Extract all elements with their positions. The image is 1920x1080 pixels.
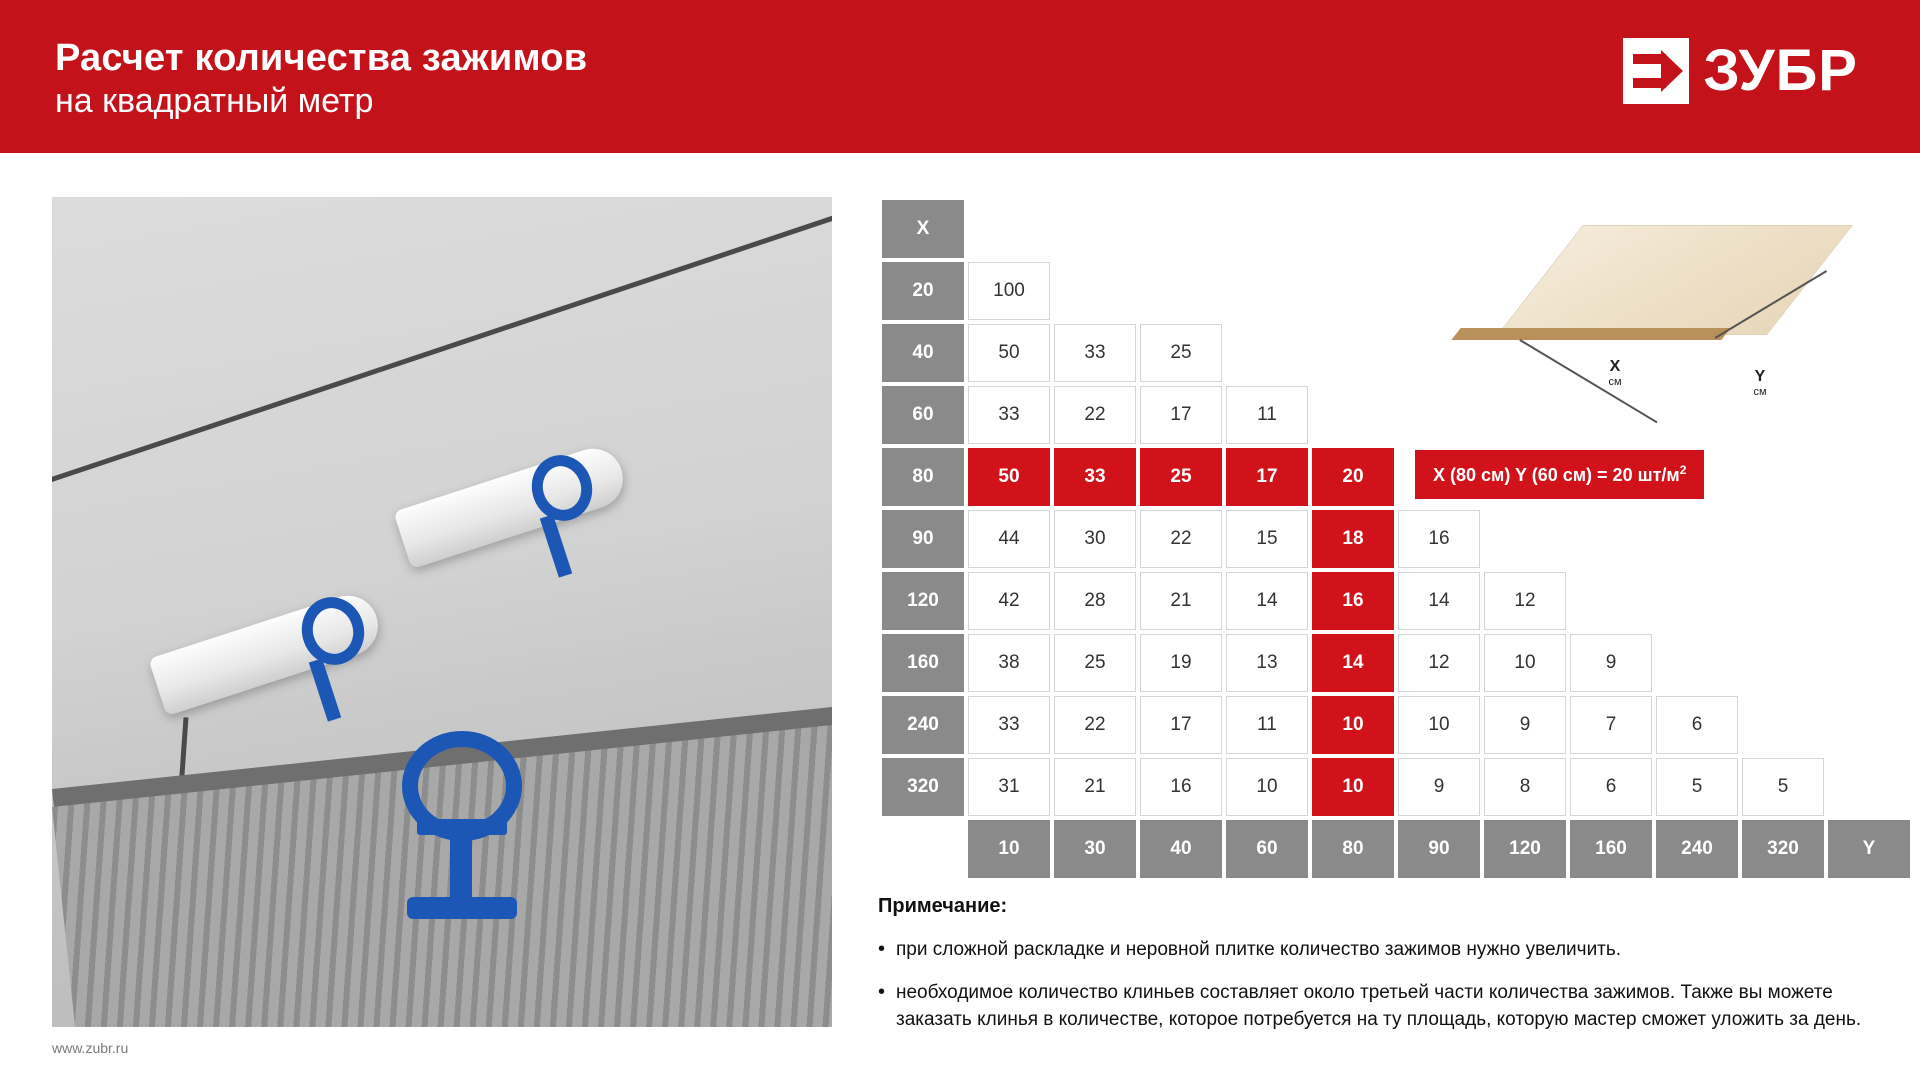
spacer-cell (1140, 200, 1222, 258)
spacer-cell (1484, 262, 1566, 320)
spacer-cell (1742, 696, 1824, 754)
spacer-cell (1398, 386, 1480, 444)
table-cell: 10 (1312, 696, 1394, 754)
row-header-cell: 40 (882, 324, 964, 382)
leveling-clip-stem (309, 658, 341, 721)
table-row (882, 448, 1910, 506)
table-cell: 50 (968, 448, 1050, 506)
brand-name: ЗУБР (1703, 38, 1858, 103)
table-cell: 33 (968, 696, 1050, 754)
product-photo (52, 197, 832, 1027)
table-grid (878, 196, 1914, 882)
logo-arrow-icon (1661, 50, 1683, 92)
spacer-cell (1570, 324, 1652, 382)
spacer-cell (1140, 262, 1222, 320)
table-cell: 10 (1226, 758, 1308, 816)
table-cell: 44 (968, 510, 1050, 568)
row-header-cell: 320 (882, 758, 964, 816)
table-cell: 12 (1398, 634, 1480, 692)
spacer-cell (1312, 324, 1394, 382)
table-cell: 11 (1226, 696, 1308, 754)
row-header-cell: 60 (882, 386, 964, 444)
table-cell: 33 (968, 386, 1050, 444)
table-row (882, 820, 1910, 878)
brand-logo (1623, 38, 1858, 104)
table-cell: 7 (1570, 696, 1652, 754)
table-cell: 8 (1484, 758, 1566, 816)
column-header-cell: 60 (1226, 820, 1308, 878)
spacer-cell (1484, 386, 1566, 444)
spacer-cell (1226, 200, 1308, 258)
table-cell: 6 (1656, 696, 1738, 754)
table-row (882, 696, 1910, 754)
table-cell: 30 (1054, 510, 1136, 568)
page-subtitle: на квадратный метр (55, 82, 374, 120)
spacer-cell (1570, 510, 1652, 568)
leveling-clip-stem (540, 514, 572, 577)
spacer-cell (1656, 324, 1738, 382)
spacer-cell (1398, 200, 1480, 258)
table-cell: 21 (1054, 758, 1136, 816)
table-cell: 17 (1226, 448, 1308, 506)
logo-mark-icon (1623, 38, 1689, 104)
table-cell: 28 (1054, 572, 1136, 630)
clips-per-square-meter-table (878, 196, 1914, 882)
spacer-cell (1742, 262, 1824, 320)
spacer-cell (882, 820, 964, 878)
site-url: www.zubr.ru (52, 1040, 129, 1056)
spacer-cell (1742, 510, 1824, 568)
spacer-cell (1484, 200, 1566, 258)
table-row (882, 324, 1910, 382)
row-header-cell: 160 (882, 634, 964, 692)
spacer-cell (1742, 448, 1824, 506)
table-cell: 9 (1484, 696, 1566, 754)
row-header-cell: 120 (882, 572, 964, 630)
table-row (882, 200, 1910, 258)
table-cell: 18 (1312, 510, 1394, 568)
spacer-cell (1742, 386, 1824, 444)
table-cell: 11 (1226, 386, 1308, 444)
leveling-clip-foot (407, 897, 517, 919)
spacer-cell (1226, 262, 1308, 320)
row-header-cell: 90 (882, 510, 964, 568)
table-cell: 10 (1312, 758, 1394, 816)
spacer-cell (1656, 200, 1738, 258)
spacer-cell (1312, 200, 1394, 258)
column-header-cell: 120 (1484, 820, 1566, 878)
column-header-cell: 10 (968, 820, 1050, 878)
table-cell: 12 (1484, 572, 1566, 630)
label-y: Y см (1753, 368, 1767, 398)
table-cell: 14 (1226, 572, 1308, 630)
spacer-cell (1398, 262, 1480, 320)
leveling-clip-base (393, 441, 630, 569)
table-cell: 15 (1226, 510, 1308, 568)
spacer-cell (1742, 324, 1824, 382)
column-header-cell: 80 (1312, 820, 1394, 878)
table-row (882, 262, 1910, 320)
table-cell: 9 (1570, 634, 1652, 692)
spacer-cell (1570, 200, 1652, 258)
bullet-icon: • (878, 938, 886, 960)
note-item (878, 936, 1878, 963)
header-cell-y: Y (1828, 820, 1910, 878)
table-cell: 50 (968, 324, 1050, 382)
table-cell: 22 (1054, 386, 1136, 444)
notes-title: Примечание: (878, 895, 1008, 917)
spacer-cell (1570, 572, 1652, 630)
table-cell: 22 (1140, 510, 1222, 568)
table-cell: 6 (1570, 758, 1652, 816)
column-header-cell: 320 (1742, 820, 1824, 878)
table-cell: 5 (1742, 758, 1824, 816)
table-cell: 25 (1140, 448, 1222, 506)
row-header-cell: 80 (882, 448, 964, 506)
spacer-cell (1054, 200, 1136, 258)
table-cell: 25 (1140, 324, 1222, 382)
table-row (882, 572, 1910, 630)
header-cell-x: X (882, 200, 964, 258)
callout-superscript: 2 (1679, 463, 1687, 477)
table-cell: 31 (968, 758, 1050, 816)
column-header-cell: 240 (1656, 820, 1738, 878)
table-cell: 21 (1140, 572, 1222, 630)
table-cell: 33 (1054, 324, 1136, 382)
bullet-icon: • (878, 981, 886, 1003)
column-header-cell: 160 (1570, 820, 1652, 878)
column-header-cell: 40 (1140, 820, 1222, 878)
table-row (882, 386, 1910, 444)
table-cell: 17 (1140, 696, 1222, 754)
table-cell: 42 (968, 572, 1050, 630)
page-title: Расчет количества зажимов (55, 37, 588, 79)
spacer-cell (1742, 634, 1824, 692)
spacer-cell (1656, 572, 1738, 630)
callout-text: X (80 см) Y (60 см) = 20 шт/м (1433, 465, 1680, 485)
spacer-cell (1742, 572, 1824, 630)
table-cell: 14 (1398, 572, 1480, 630)
spacer-cell (1398, 324, 1480, 382)
table-cell: 38 (968, 634, 1050, 692)
spacer-cell (1656, 262, 1738, 320)
table-cell: 25 (1054, 634, 1136, 692)
table-row (882, 758, 1910, 816)
table-cell: 20 (1312, 448, 1394, 506)
table-cell: 16 (1312, 572, 1394, 630)
table-row (882, 634, 1910, 692)
column-header-cell: 30 (1054, 820, 1136, 878)
spacer-cell (968, 200, 1050, 258)
spacer-cell (1742, 200, 1824, 258)
table-cell: 22 (1054, 696, 1136, 754)
table-cell: 33 (1054, 448, 1136, 506)
spacer-cell (1312, 262, 1394, 320)
table-cell: 19 (1140, 634, 1222, 692)
spacer-cell (1054, 262, 1136, 320)
spacer-cell (1312, 386, 1394, 444)
row-header-cell: 20 (882, 262, 964, 320)
note-text: необходимое количество клиньев составляет около третьей части количества зажимов. Также вы можете заказать клинья в количестве, которое потребуется на ту площадь, которую мастер сможет уложить за день. (896, 982, 1862, 1030)
table-cell: 10 (1398, 696, 1480, 754)
note-text: при сложной раскладке и неровной плитке количество зажимов нужно увеличить. (896, 939, 1622, 960)
table-row (882, 510, 1910, 568)
table-cell: 16 (1398, 510, 1480, 568)
table-cell: 9 (1398, 758, 1480, 816)
table-cell: 14 (1312, 634, 1394, 692)
spacer-cell (1656, 510, 1738, 568)
spacer-cell (1484, 510, 1566, 568)
spacer-cell (1570, 262, 1652, 320)
row-header-cell: 240 (882, 696, 964, 754)
tile-seam-line (52, 197, 832, 502)
table-cell: 13 (1226, 634, 1308, 692)
table-cell: 17 (1140, 386, 1222, 444)
table-cell: 16 (1140, 758, 1222, 816)
spacer-cell (1226, 324, 1308, 382)
note-item (878, 979, 1878, 1033)
table-cell: 5 (1656, 758, 1738, 816)
spacer-cell (1656, 634, 1738, 692)
notes-section (878, 895, 1878, 1049)
example-callout (1415, 450, 1704, 499)
column-header-cell: 90 (1398, 820, 1480, 878)
header-title-group (55, 36, 587, 122)
table-cell: 10 (1484, 634, 1566, 692)
page-header (0, 0, 1920, 153)
spacer-cell (1570, 386, 1652, 444)
label-x: X см (1608, 358, 1622, 388)
spacer-cell (1656, 386, 1738, 444)
table-cell: 100 (968, 262, 1050, 320)
spacer-cell (1484, 324, 1566, 382)
